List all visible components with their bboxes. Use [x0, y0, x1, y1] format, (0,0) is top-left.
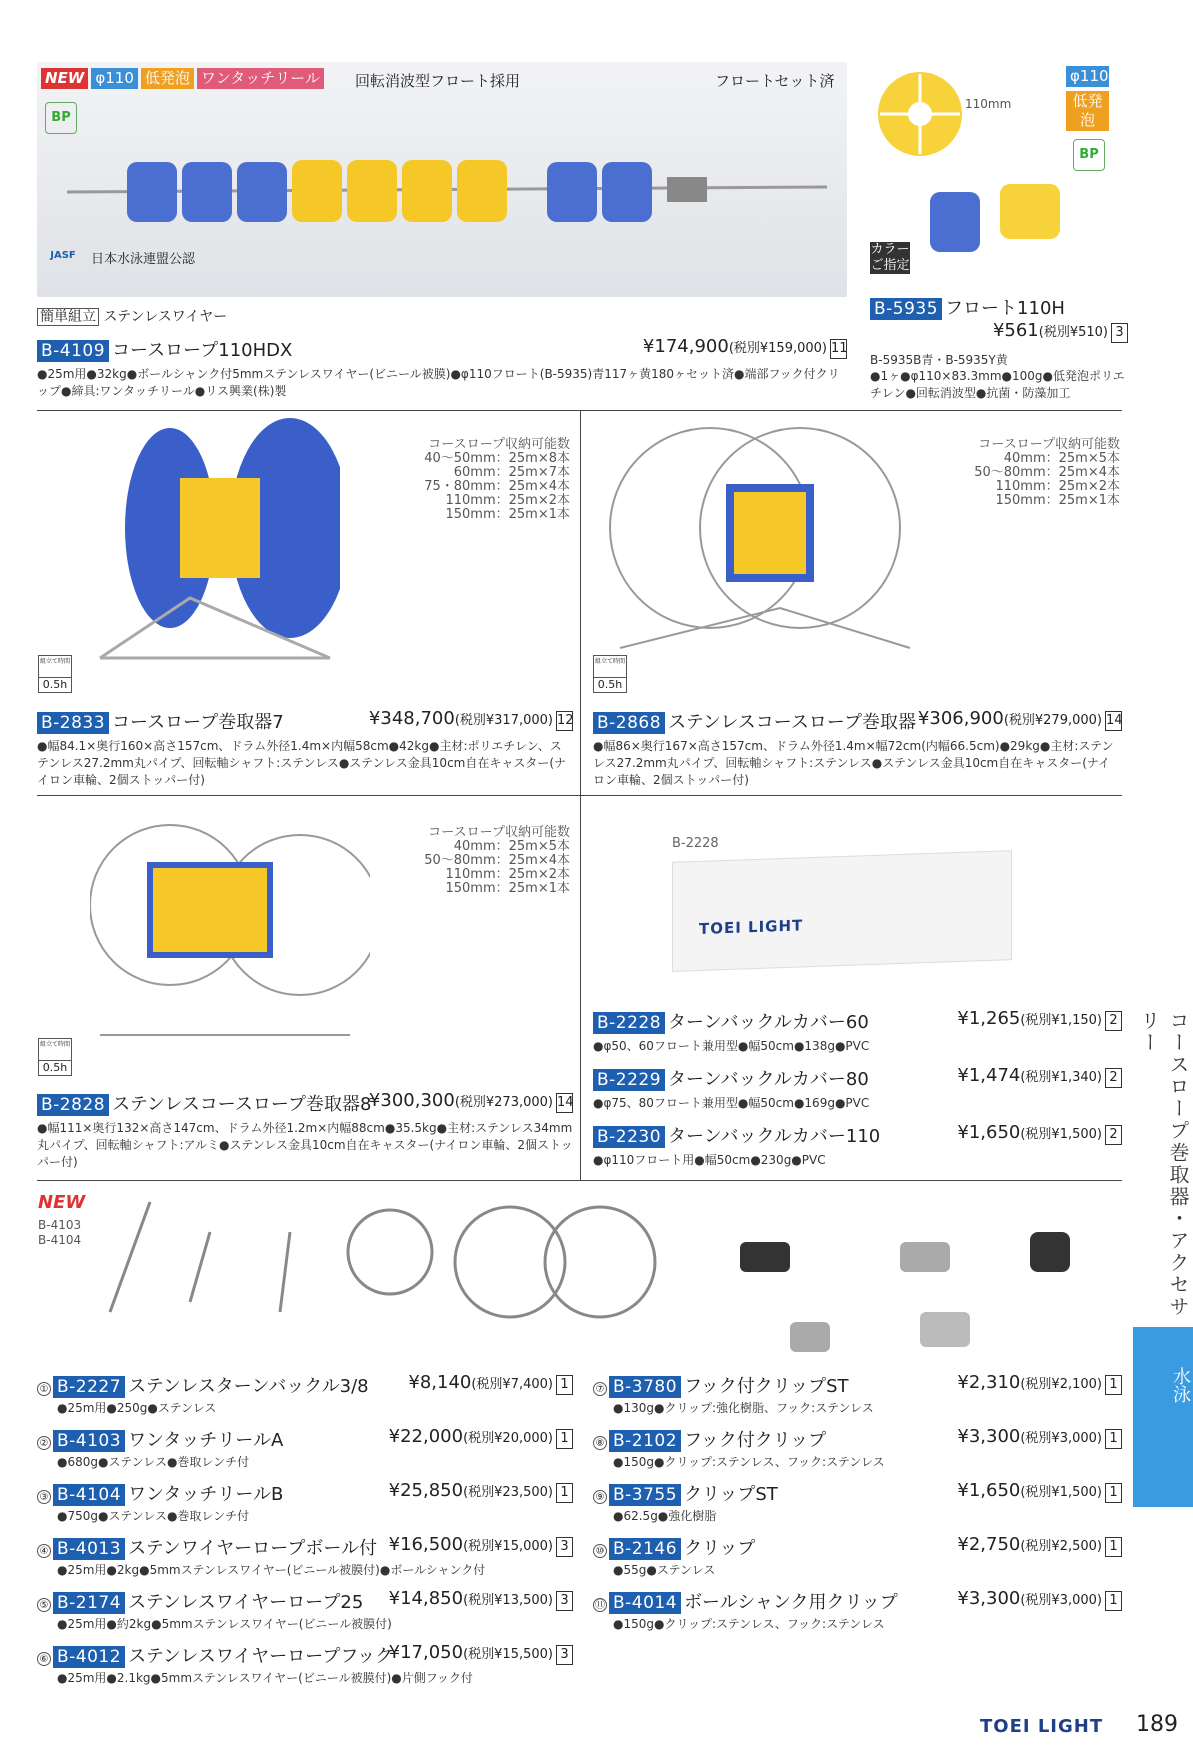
qty-box: 14 — [556, 1093, 573, 1113]
page-number: 189 — [1136, 1712, 1178, 1737]
tax-price: (税別¥2,500) — [1020, 1539, 1102, 1554]
course-rope-photo — [37, 62, 847, 297]
foam-tag: 低発泡 — [141, 68, 194, 89]
swim-tab: 水泳 — [1133, 1327, 1193, 1507]
product-code: B-4109 — [37, 340, 109, 362]
product-name: フック付クリップ — [684, 1430, 827, 1451]
tax-price: (税別¥1,500) — [1020, 1485, 1102, 1500]
accessory-row — [37, 1642, 573, 1666]
tax-price: (税別¥3,000) — [1020, 1431, 1102, 1446]
item-number: ④ — [37, 1544, 51, 1558]
price: ¥2,750 — [957, 1534, 1021, 1555]
reel-8-image — [90, 805, 370, 1055]
float-dimension: 110mm — [965, 97, 1012, 111]
accessory-row — [37, 1372, 573, 1396]
qty-box: 2 — [1105, 1068, 1122, 1088]
accessory-row — [37, 1588, 573, 1612]
bp-logo-icon: BP — [1073, 139, 1105, 171]
capacity-list: コースロープ収納可能数 40mm：25m×5本 50～80mm：25m×4本 110mm：25m×2本 150mm：25m×1本 — [974, 437, 1120, 508]
price: ¥174,900 — [642, 336, 729, 357]
price: ¥22,000 — [388, 1426, 464, 1447]
new-badge: NEW — [41, 68, 88, 89]
accessory-row — [593, 1534, 1122, 1558]
qty-box: 3 — [556, 1645, 573, 1665]
product-code: B-2228 — [593, 1012, 665, 1034]
accessories-image — [40, 1192, 1080, 1362]
item-number: ③ — [37, 1490, 51, 1504]
accessory-row — [37, 1534, 573, 1558]
price: ¥2,310 — [957, 1372, 1021, 1393]
product-code: B-4012 — [53, 1646, 125, 1668]
qty-box: 1 — [556, 1429, 573, 1449]
price: ¥1,650 — [957, 1480, 1021, 1501]
qty-box: 1 — [1105, 1429, 1122, 1449]
qty-box: 1 — [1105, 1591, 1122, 1611]
tax-price: (税別¥159,000) — [728, 341, 827, 356]
bp-logo-icon: BP — [45, 102, 77, 134]
item-number: ⑦ — [593, 1382, 607, 1396]
price: ¥561 — [992, 320, 1039, 341]
qty-box: 1 — [1105, 1483, 1122, 1503]
product-desc: ●680g●ステンレス●巻取レンチ付 — [57, 1455, 250, 1469]
tax-price: (税別¥1,150) — [1020, 1013, 1102, 1028]
product-code: B-3780 — [609, 1376, 681, 1398]
wire-label: ステンレスワイヤー — [103, 309, 228, 325]
qty-box: 1 — [1105, 1375, 1122, 1395]
category-sidebar: コースロープ巻取器・アクセサリー — [1137, 1010, 1190, 1318]
product-desc: ●25m用●250g●ステンレス — [57, 1401, 217, 1415]
qty-box: 3 — [556, 1537, 573, 1557]
toei-logo: TOEI LIGHT — [699, 916, 804, 938]
product-name: クリップST — [684, 1484, 778, 1505]
product-name: ステンレスワイヤーロープ25 — [128, 1592, 364, 1613]
qty-box: 11 — [830, 339, 847, 359]
variant-text: B-5935B青・B-5935Y黄 — [870, 353, 1008, 367]
product-name: ステンワイヤーロープボール付 — [128, 1538, 378, 1559]
product-code: B-2227 — [53, 1376, 125, 1398]
product-desc: ●25m用●32kg●ボールシャンク付5mmステンレスワイヤー(ビニール被膜)●φ110フロート(B-5935)青117ヶ黄180ヶセット済●端部フック付クリップ●締具:ワンタッチリール●リス興業(株)製 — [37, 367, 840, 398]
qty-box: 1 — [556, 1375, 573, 1395]
new-badge: NEW — [38, 1192, 86, 1213]
product-code: B-4103 — [53, 1430, 125, 1452]
product-name: ステンレスターンバックル3/8 — [128, 1376, 369, 1397]
product-desc: ●φ50、60フロート兼用型●幅50cm●138g●PVC — [593, 1039, 870, 1053]
qty-box: 2 — [1105, 1125, 1122, 1145]
qty-box: 1 — [556, 1483, 573, 1503]
assembly-time-badge: 組立て時間 0.5h — [38, 1038, 72, 1076]
accessory-row — [593, 1588, 1122, 1612]
color-select-badge: カラーご指定 — [870, 242, 910, 273]
product-code: B-3755 — [609, 1484, 681, 1506]
product-name: コースロープ巻取器7 — [112, 712, 284, 733]
product-desc: ●55g●ステンレス — [613, 1563, 716, 1577]
tax-price: (税別¥15,500) — [463, 1647, 553, 1662]
product-name: ステンレスワイヤーロープフック — [128, 1646, 394, 1667]
qty-box: 14 — [1105, 711, 1122, 731]
item-number: ⑩ — [593, 1544, 607, 1558]
price: ¥1,650 — [957, 1122, 1021, 1143]
product-desc: ●25m用●2kg●5mmステンレスワイヤー(ビニール被膜付)●ボールシャンク付 — [57, 1563, 486, 1577]
product-code: B-2833 — [37, 712, 109, 734]
reel-7-image — [40, 418, 340, 668]
product-code: B-2174 — [53, 1592, 125, 1614]
product-desc: ●幅84.1×奥行160×高さ157cm、ドラム外径1.4m×内幅58cm●42kg●主材:ポリエチレン、ステンレス27.2mm丸パイプ、回転軸シャフト:ステンレス●ステンレス金具10cm自在キャスター(ナイロン車輪、2個ストッパー付) — [37, 739, 567, 787]
capacity-list: コースロープ収納可能数 40～50mm：25m×8本 60mm：25m×7本 75・80mm：25m×4本 110mm：25m×2本 150mm：25m×1本 — [424, 437, 570, 522]
qty-box: 2 — [1105, 1011, 1122, 1031]
price: ¥1,474 — [957, 1065, 1021, 1086]
product-name: ワンタッチリールB — [128, 1484, 284, 1505]
qty-box: 1 — [1105, 1537, 1122, 1557]
tax-price: (税別¥510) — [1038, 325, 1108, 340]
item-number: ⑤ — [37, 1598, 51, 1612]
item-number: ⑥ — [37, 1652, 51, 1666]
cover-image — [672, 850, 1012, 972]
set-note: フロートセット済 — [715, 72, 835, 90]
cover-label: B-2228 — [672, 836, 719, 851]
product-desc: ●750g●ステンレス●巻取レンチ付 — [57, 1509, 250, 1523]
new-codes: B-4103 B-4104 — [38, 1218, 82, 1247]
product-code: B-2868 — [593, 712, 665, 734]
product-code: B-4013 — [53, 1538, 125, 1560]
tax-price: (税別¥23,500) — [463, 1485, 553, 1500]
stainless-reel-image — [600, 418, 930, 678]
product-desc: ●1ヶ●φ110×83.3mm●100g●低発泡ポリエチレン●回転消波型●抗菌・防藻加工 — [870, 369, 1125, 400]
price: ¥25,850 — [388, 1480, 464, 1501]
tax-price: (税別¥7,400) — [471, 1377, 553, 1392]
tax-price: (税別¥1,340) — [1020, 1070, 1102, 1085]
price: ¥348,700 — [368, 708, 455, 729]
course-rope-image — [67, 142, 827, 232]
footer-brand: TOEI LIGHT — [980, 1716, 1104, 1737]
product-name: クリップ — [684, 1538, 756, 1559]
jasf-logo-icon: JASF — [50, 250, 76, 261]
tax-price: (税別¥20,000) — [463, 1431, 553, 1446]
price: ¥17,050 — [388, 1642, 464, 1663]
product-name: ワンタッチリールA — [128, 1430, 284, 1451]
product-name: ボールシャンク用クリップ — [684, 1592, 898, 1613]
product-desc: ●幅86×奥行167×高さ157cm、ドラム外径1.4m×幅72cm(内幅66.5cm)●29kg●主材:ステンレス27.2mm丸パイプ、回転軸シャフト:ステンレス●ステンレス金具10cm自在キャスター(ナイロン車輪、2個ストッパー付) — [593, 739, 1114, 787]
accessory-row — [593, 1372, 1122, 1396]
product-code: B-2146 — [609, 1538, 681, 1560]
price: ¥306,900 — [917, 708, 1004, 729]
product-name: コースロープ110HDX — [112, 340, 293, 361]
product-desc: ●150g●クリップ:ステンレス、フック:ステンレス — [613, 1455, 885, 1469]
item-number: ② — [37, 1436, 51, 1450]
product-code: B-2102 — [609, 1430, 681, 1452]
accessory-row — [593, 1426, 1122, 1450]
price: ¥14,850 — [388, 1588, 464, 1609]
product-desc: ●62.5g●強化樹脂 — [613, 1509, 717, 1523]
tax-price: (税別¥13,500) — [463, 1593, 553, 1608]
product-name: ターンバックルカバー80 — [668, 1069, 869, 1090]
price: ¥1,265 — [957, 1008, 1021, 1029]
float-foam-tag: 低発泡 — [1066, 91, 1109, 131]
assembly-time-badge: 組立て時間 0.5h — [38, 655, 72, 693]
float-image — [870, 62, 1128, 287]
product-code: B-2828 — [37, 1094, 109, 1116]
price: ¥16,500 — [388, 1534, 464, 1555]
tax-price: (税別¥3,000) — [1020, 1593, 1102, 1608]
item-number: ⑪ — [595, 1600, 605, 1611]
item-number: ⑧ — [593, 1436, 607, 1450]
product-desc: ●25m用●約2kg●5mmステンレスワイヤー(ビニール被膜付) — [57, 1617, 392, 1631]
tax-price: (税別¥1,500) — [1020, 1127, 1102, 1142]
product-code: B-4104 — [53, 1484, 125, 1506]
price: ¥3,300 — [957, 1588, 1021, 1609]
product-name: フロート110H — [945, 298, 1065, 319]
product-code: B-2230 — [593, 1126, 665, 1148]
product-code: B-2229 — [593, 1069, 665, 1091]
tax-price: (税別¥2,100) — [1020, 1377, 1102, 1392]
qty-box: 3 — [1111, 323, 1128, 343]
qty-box: 3 — [556, 1591, 573, 1611]
float-size-tag: φ110 — [1066, 66, 1109, 87]
product-desc: ●幅111×奥行132×高さ147cm、ドラム外径1.2m×内幅88cm●35.5kg●主材:ステンレス34mm丸パイプ、回転軸シャフト:アルミ●ステンレス金具10cm自在キャスター(ナイロン車輪、2個ストッパー付) — [37, 1121, 573, 1169]
assembly-tag: 簡単組立 — [37, 308, 99, 326]
jasf-text: 日本水泳連盟公認 — [91, 252, 196, 267]
product-code: B-4014 — [609, 1592, 681, 1614]
accessory-row — [593, 1480, 1122, 1504]
accessory-row — [37, 1426, 573, 1450]
product-name: ターンバックルカバー60 — [668, 1012, 869, 1033]
product-desc: ●25m用●2.1kg●5mmステンレスワイヤー(ビニール被膜付)●片側フック付 — [57, 1671, 473, 1685]
product-desc: ●130g●クリップ:強化樹脂、フック:ステンレス — [613, 1401, 874, 1415]
tax-price: (税別¥15,000) — [463, 1539, 553, 1554]
tax-price: (税別¥273,000) — [454, 1095, 553, 1110]
price: ¥3,300 — [957, 1426, 1021, 1447]
qty-box: 12 — [556, 711, 573, 731]
product-name: ステンレスコースロープ巻取器 — [668, 712, 917, 733]
tax-price: (税別¥317,000) — [454, 713, 553, 728]
item-number: ⑨ — [593, 1490, 607, 1504]
accessory-row — [37, 1480, 573, 1504]
product-name: ターンバックルカバー110 — [668, 1126, 881, 1147]
price: ¥8,140 — [408, 1372, 472, 1393]
size-tag: φ110 — [91, 68, 138, 89]
product-desc: ●φ110フロート用●幅50cm●230g●PVC — [593, 1153, 826, 1167]
assembly-time-badge: 組立て時間 0.5h — [593, 655, 627, 693]
product-desc: ●φ75、80フロート兼用型●幅50cm●169g●PVC — [593, 1096, 870, 1110]
reel-tag: ワンタッチリール — [197, 68, 324, 89]
product-name: ステンレスコースロープ巻取器8 — [112, 1094, 372, 1115]
product-code: B-5935 — [870, 298, 942, 320]
tax-price: (税別¥279,000) — [1003, 713, 1102, 728]
capacity-list: コースロープ収納可能数 40mm：25m×5本 50～80mm：25m×4本 110mm：25m×2本 150mm：25m×1本 — [424, 825, 570, 896]
product-desc: ●150g●クリップ:ステンレス、フック:ステンレス — [613, 1617, 885, 1631]
product-name: フック付クリップST — [684, 1376, 849, 1397]
item-number: ① — [37, 1382, 51, 1396]
feature-note: 回転消波型フロート採用 — [355, 72, 521, 90]
price: ¥300,300 — [368, 1090, 455, 1111]
